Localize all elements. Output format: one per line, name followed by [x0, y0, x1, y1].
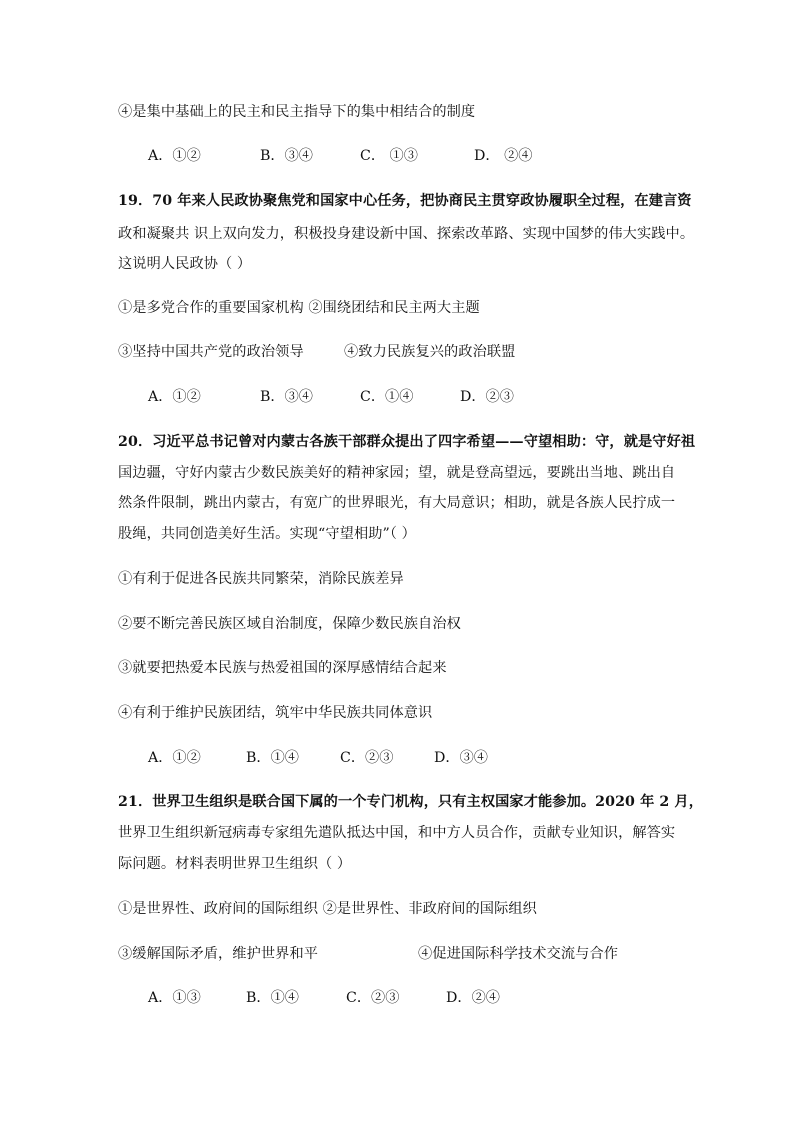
q21-statement-3: ③缓解国际矛盾，维护世界和平: [118, 946, 319, 962]
q20-option-b[interactable]: B．①④: [246, 750, 299, 766]
q21-stem-line-2: 世界卫生组织新冠病毒专家组先遣队抵达中国，和中方人员合作，贡献专业知识，解答实: [118, 825, 676, 841]
q20-option-d[interactable]: D．③④: [434, 750, 488, 766]
q21-statement-4: ④促进国际科学技术交流与合作: [418, 946, 619, 962]
q20-stem-line-1: 20．习近平总书记曾对内蒙古各族干部群众提出了四字希望——守望相助：守，就是守好祖: [118, 434, 696, 450]
q21-stem-line-3: 际问题。材料表明世界卫生组织（ ）: [118, 856, 352, 872]
q19-statement-4: ④致力民族复兴的政治联盟: [344, 344, 516, 360]
q19-option-b[interactable]: B．③④: [260, 389, 313, 405]
q20-statement-3: ③就要把热爱本民族与热爱祖国的深厚感情结合起来: [118, 660, 447, 676]
q21-option-d[interactable]: D．②④: [446, 990, 500, 1006]
q21-option-c[interactable]: C．②③: [346, 990, 400, 1006]
q20-option-a[interactable]: A．①②: [148, 750, 201, 766]
q19-option-d[interactable]: D．②③: [460, 389, 514, 405]
q21-option-b[interactable]: B．①④: [246, 990, 299, 1006]
q18-option-d[interactable]: D． ②④: [474, 148, 533, 164]
q18-statement-4: ④是集中基础上的民主和民主指导下的集中相结合的制度: [118, 104, 476, 120]
q21-statements-1-2: ①是世界性、政府间的国际组织 ②是世界性、非政府间的国际组织: [118, 901, 537, 917]
q19-stem-line-1: 19．70 年来人民政协聚焦党和国家中心任务，把协商民主贯穿政协履职全过程，在建言资: [118, 193, 692, 209]
q18-option-a[interactable]: A．①②: [148, 148, 201, 164]
q20-stem-line-3: 然条件限制，跳出内蒙古，有宽广的世界眼光，有大局意识；相助，就是各族人民拧成一: [118, 495, 676, 511]
q19-option-a[interactable]: A．①②: [148, 389, 201, 405]
q20-statement-4: ④有利于维护民族团结，筑牢中华民族共同体意识: [118, 705, 433, 721]
q19-stem-line-3: 这说明人民政协（ ）: [118, 256, 252, 272]
q19-statements-1-2: ①是多党合作的重要国家机构 ②围绕团结和民主两大主题: [118, 300, 480, 316]
q20-statement-1: ①有利于促进各民族共同繁荣，消除民族差异: [118, 571, 404, 587]
q19-statement-3: ③坚持中国共产党的政治领导: [118, 344, 304, 360]
q18-option-c[interactable]: C． ①③: [360, 148, 418, 164]
q20-statement-2: ②要不断完善民族区域自治制度，保障少数民族自治权: [118, 616, 461, 632]
q19-stem-line-2: 政和凝聚共 识上双向发力，积极投身建设新中国、探索改革路、实现中国梦的伟大实践中。: [118, 226, 695, 242]
q18-option-b[interactable]: B．③④: [260, 148, 313, 164]
q20-stem-line-2: 国边疆，守好内蒙古少数民族美好的精神家园；望，就是登高望远，要跳出当地、跳出自: [118, 465, 676, 481]
q21-option-a[interactable]: A．①③: [148, 990, 201, 1006]
q19-option-c[interactable]: C．①④: [360, 389, 414, 405]
q20-stem-line-4: 股绳，共同创造美好生活。实现“守望相助”（ ）: [118, 526, 416, 542]
q21-stem-line-1: 21．世界卫生组织是联合国下属的一个专门机构，只有主权国家才能参加。2020 年 2 月，: [118, 794, 703, 810]
q20-option-c[interactable]: C．②③: [340, 750, 394, 766]
